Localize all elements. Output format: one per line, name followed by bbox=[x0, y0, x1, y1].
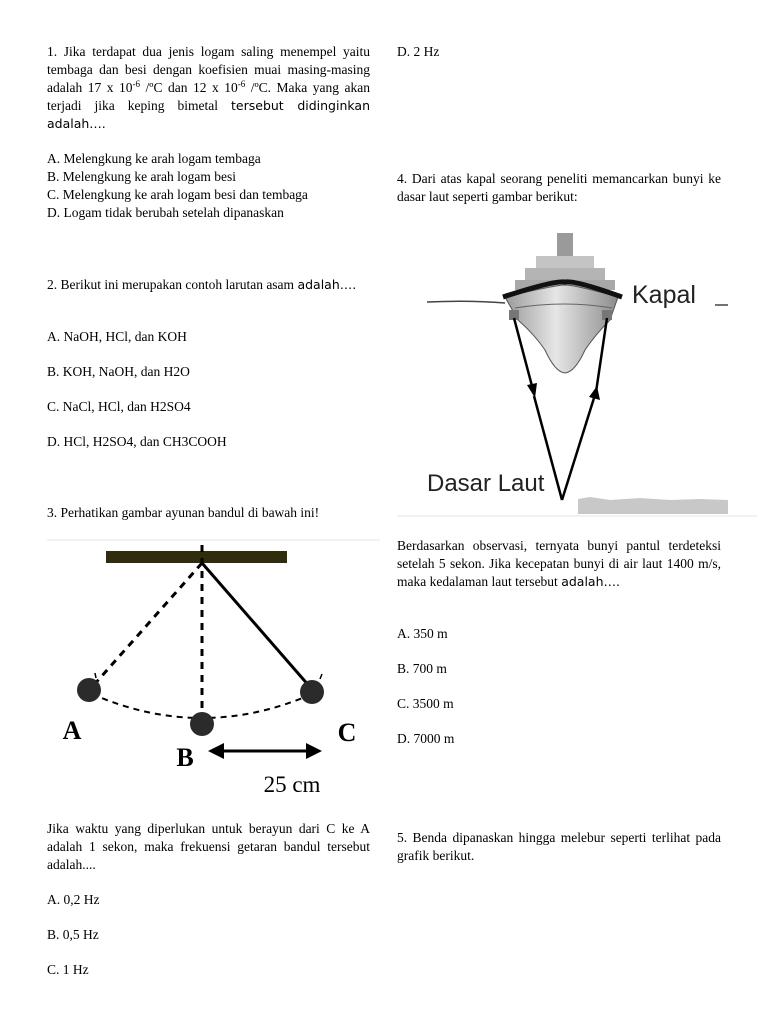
ship-label: Kapal bbox=[632, 281, 696, 309]
seabed bbox=[578, 497, 728, 514]
sea-surface-left bbox=[427, 301, 505, 303]
q4-option-a: A. 350 m bbox=[397, 626, 448, 641]
q3-option-d: D. 2 Hz bbox=[397, 44, 440, 59]
label-b: B bbox=[176, 743, 194, 772]
q2-option-d: D. HCl, H2SO4, dan CH3COOH bbox=[47, 434, 227, 449]
q2-option-a: A. NaOH, HCl, dan KOH bbox=[47, 329, 187, 344]
q2-option-b: B. KOH, NaOH, dan H2O bbox=[47, 364, 190, 379]
q1-option-c: C. Melengkung ke arah logam besi dan tembaga bbox=[47, 187, 308, 202]
sound-wave-down-arrow bbox=[527, 383, 537, 398]
q4-option-b: B. 700 m bbox=[397, 661, 447, 676]
q2-option-c: C. NaCl, HCl, dan H2SO4 bbox=[47, 399, 191, 414]
question-4-prompt: Berdasarkan observasi, ternyata bunyi pantul terdeteksi setelah 5 sekon. Jika kecepatan bunyi di air laut 1400 m/s, maka kedalaman laut tersebut adalah…. bbox=[397, 538, 721, 589]
q4-option-d: D. 7000 m bbox=[397, 731, 455, 746]
question-3-text: 3. Perhatikan gambar ayunan bandul di bawah ini! bbox=[47, 505, 320, 520]
question-5-text: 5. Benda dipanaskan hingga melebur seperti terlihat pada grafik berikut. bbox=[397, 830, 721, 863]
q1-option-b: B. Melengkung ke arah logam besi bbox=[47, 169, 236, 184]
q3-option-c: C. 1 Hz bbox=[47, 962, 89, 977]
sound-wave-up-lower bbox=[562, 398, 594, 500]
sound-wave-up-arrow bbox=[589, 386, 600, 400]
q3-option-b: B. 0,5 Hz bbox=[47, 927, 99, 942]
q1-option-a: A. Melengkung ke arah logam tembaga bbox=[47, 151, 261, 166]
label-a: A bbox=[62, 716, 82, 745]
q1-option-d: D. Logam tidak berubah setelah dipanaskan bbox=[47, 205, 284, 220]
question-4-text: 4. Dari atas kapal seorang peneliti memancarkan bunyi ke dasar laut seperti gambar berikut: bbox=[397, 171, 721, 204]
label-c: C bbox=[337, 718, 357, 747]
seabed-label: Dasar Laut bbox=[427, 470, 545, 497]
q4-option-c: C. 3500 m bbox=[397, 696, 454, 711]
ship-mast bbox=[557, 233, 573, 259]
question-3-prompt: Jika waktu yang diperlukan untuk berayun dari C ke A adalah 1 sekon, maka frekuensi getaran bandul tersebut adalah.... bbox=[47, 821, 370, 872]
q3-option-a: A. 0,2 Hz bbox=[47, 892, 100, 907]
ship-deck-middle bbox=[525, 268, 605, 280]
ship-deck-upper bbox=[536, 256, 594, 268]
question-1-text: 1. Jika terdapat dua jenis logam saling menempel yaitu tembaga dan besi dengan koefisien muai masing-masing adalah 17 x $10^{-6}$ /ºC dan 12 x $10^{-6}$ /ºC. Maka yang akan terjadi jika keping bimetal tersebut didinginkan adalah…. bbox=[47, 44, 370, 131]
distance-label: 25 cm bbox=[263, 772, 321, 797]
question-2-text: 2. Berikut ini merupakan contoh larutan asam adalah…. bbox=[47, 277, 357, 292]
